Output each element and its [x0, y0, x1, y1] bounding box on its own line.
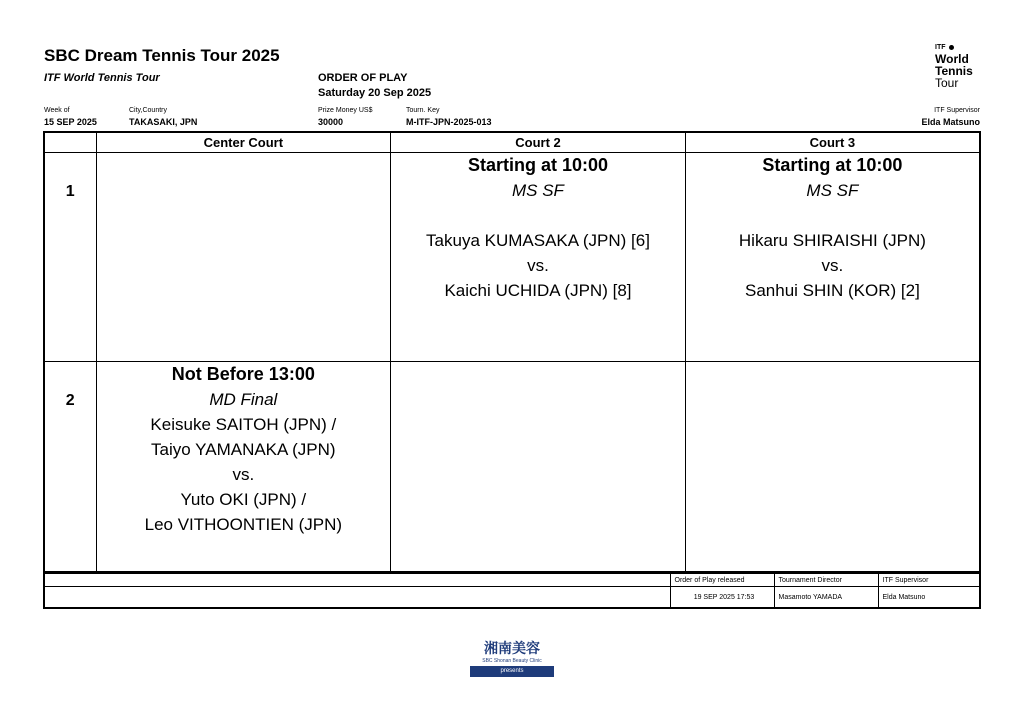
corner-cell	[44, 132, 96, 153]
match-cell	[391, 153, 686, 362]
week-of-value: 15 SEP 2025	[44, 117, 97, 127]
start-time: Starting at 10:00	[762, 155, 903, 175]
supervisor-value: Elda Matsuno	[878, 587, 980, 609]
match-cell	[96, 153, 391, 362]
itf-supervisor-label: ITF Supervisor	[934, 107, 980, 114]
versus: vs.	[232, 465, 255, 484]
match-row	[44, 153, 980, 362]
court-header: Court 2	[391, 132, 686, 153]
player-line: Sanhui SHIN (KOR) [2]	[745, 281, 920, 300]
order-of-play-grid	[43, 131, 981, 573]
tour-subtitle: ITF World Tennis Tour	[44, 72, 160, 84]
player-line: Takuya KUMASAKA (JPN) [6]	[426, 231, 650, 250]
prize-money-label: Prize Money US$	[318, 107, 373, 114]
play-date: Saturday 20 Sep 2025	[318, 87, 432, 99]
event-name: MS SF	[806, 181, 859, 200]
released-label: Order of Play released	[670, 573, 774, 587]
footer-blank	[44, 573, 670, 587]
tournament-title: SBC Dream Tennis Tour 2025	[44, 46, 280, 65]
player-line: Yuto OKI (JPN) /	[180, 490, 307, 509]
director-label: Tournament Director	[774, 573, 878, 587]
sponsor-presents: presents	[470, 666, 554, 677]
footer-blank	[44, 587, 670, 609]
tourn-key-label: Tourn. Key	[406, 107, 440, 114]
order-of-play-heading: ORDER OF PLAY	[318, 72, 408, 84]
sponsor-name-en: SBC Shonan Beauty Clinic	[482, 658, 542, 664]
versus: vs.	[527, 256, 549, 275]
week-of-label: Week of	[44, 107, 70, 114]
world-tennis-tour-logo: ITF World Tennis Tour	[935, 44, 973, 90]
supervisor-label: ITF Supervisor	[878, 573, 980, 587]
city-label: City,Country	[129, 107, 167, 114]
start-time: Starting at 10:00	[467, 155, 608, 175]
row-number: 2	[44, 362, 96, 572]
city-value: TAKASAKI, JPN	[129, 117, 198, 127]
player-line: Kaichi UCHIDA (JPN) [8]	[444, 281, 632, 300]
sponsor-name-jp: 湘南美容	[484, 641, 540, 657]
court-header-row	[44, 132, 980, 153]
sponsor-logo	[470, 638, 554, 677]
match-cell	[685, 362, 980, 572]
match-cell	[391, 362, 686, 572]
row-number: 1	[44, 153, 96, 362]
event-name: MD Final	[209, 390, 278, 409]
match-cell	[96, 362, 391, 572]
versus: vs.	[821, 256, 844, 275]
player-line: Taiyo YAMANAKA (JPN)	[151, 440, 336, 459]
court-header: Court 3	[685, 132, 980, 153]
release-footer	[43, 572, 981, 609]
player-line: Keisuke SAITOH (JPN) /	[150, 415, 337, 434]
tourn-key-value: M-ITF-JPN-2025-013	[406, 117, 492, 127]
match-cell	[685, 153, 980, 362]
director-value: Masamoto YAMADA	[774, 587, 878, 609]
itf-supervisor-value: Elda Matsuno	[921, 117, 980, 127]
player-line: Hikaru SHIRAISHI (JPN)	[738, 231, 926, 250]
match-row	[44, 362, 980, 572]
player-line: Leo VITHOONTIEN (JPN)	[144, 515, 343, 534]
court-header: Center Court	[96, 132, 391, 153]
released-value: 19 SEP 2025 17:53	[670, 587, 774, 609]
prize-money-value: 30000	[318, 117, 344, 127]
start-time: Not Before 13:00	[171, 364, 315, 384]
event-name: MS SF	[512, 181, 564, 200]
